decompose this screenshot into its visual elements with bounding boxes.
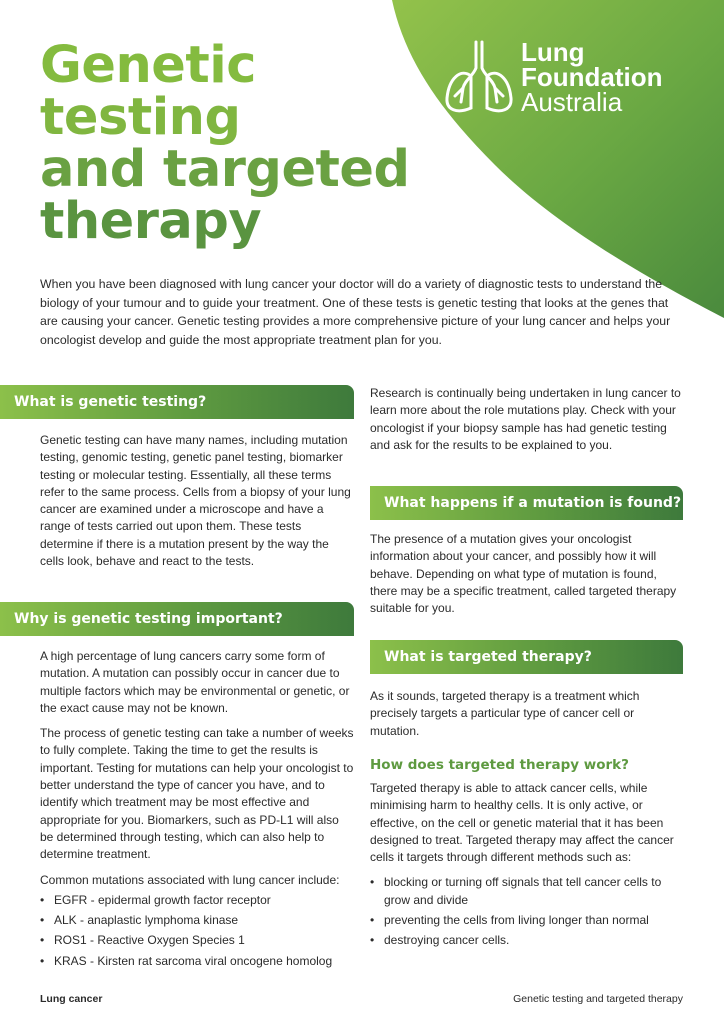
page-title <box>40 36 410 251</box>
logo-wordmark <box>521 37 663 117</box>
mutation-found-body <box>370 531 684 625</box>
how-it-works-paragraph: Targeted therapy is able to attack cancer cells, while minimising harm to healthy cells. It is only active, or effective, on the cell or genetic material that it has been designed to treat. Targeted therapy may affect the cancer cells it targets through different methods such as: <box>370 781 674 865</box>
logo-line-1: Lung <box>521 37 585 67</box>
footer-left-label: Lung cancer <box>40 993 103 1005</box>
heading-what-is-targeted-therapy: What is targeted therapy? <box>370 640 683 674</box>
list-item: • blocking or turning off signals that tell cancer cells to grow and divide <box>370 874 684 909</box>
lungs-tree-icon <box>443 38 515 118</box>
why-important-body <box>40 648 354 973</box>
list-item: • EGFR - epidermal growth factor receptor <box>40 892 354 909</box>
methods-list <box>370 874 684 949</box>
intro-paragraph: When you have been diagnosed with lung cancer your doctor will do a variety of diagnostic tests to understand the biology of your tumour and to guide your treatment. One of these tests is genetic testing that looks at the genes that are causing your cancer. Genetic testing provides a more comprehensive picture of your lung cancer and helps your oncologist develop and guide the most appropriate treatment plan for you. <box>40 277 671 347</box>
subheading-how-targeted-therapy-works: How does targeted therapy work? <box>370 757 629 773</box>
list-item: • ROS1 - Reactive Oxygen Species 1 <box>40 932 354 949</box>
why-important-paragraph-1: A high percentage of lung cancers carry some form of mutation. A mutation can possibly occur in cancer due to multiple factors which may be environmental or genetic, or the exact cause may not be known. <box>40 649 350 715</box>
heading-why-genetic-testing-important: Why is genetic testing important? <box>0 602 354 636</box>
title-line-2: testing <box>40 88 241 147</box>
heading-what-is-genetic-testing: What is genetic testing? <box>0 385 354 419</box>
targeted-therapy-body <box>370 688 684 748</box>
title-line-4: therapy <box>40 192 262 251</box>
footer-right-label: Genetic testing and targeted therapy <box>513 993 683 1005</box>
logo-line-3: Australia <box>521 87 623 117</box>
list-item: • preventing the cells from living longer than normal <box>370 912 684 929</box>
why-important-paragraph-2: The process of genetic testing can take a number of weeks to fully complete. Taking the time to get the results is important. Testing for mutations can help your oncologist to better understand the type of cancer you have, and to identify which treatment may be most effective and appropriate for you. Biomarkers, such as PD-L1 will also be determined through testing, which can also help to determine treatment. <box>40 726 354 862</box>
what-is-genetic-testing-body <box>40 432 354 578</box>
mutation-found-paragraph: The presence of a mutation gives your oncologist information about your cancer, and possibly how it will behave. Depending on what type of mutation is found, there may be a specific treatment, called targeted therapy suitable for you. <box>370 532 677 616</box>
mutations-list <box>40 892 354 970</box>
how-it-works-body <box>370 780 684 953</box>
list-item: • ALK - anaplastic lymphoma kinase <box>40 912 354 929</box>
logo-line-2: Foundation <box>521 62 663 92</box>
lung-foundation-logo <box>443 38 693 118</box>
targeted-therapy-paragraph: As it sounds, targeted therapy is a treatment which precisely targets a particular type of cancer cell or mutation. <box>370 689 640 738</box>
list-item: • KRAS - Kirsten rat sarcoma viral oncogene homolog <box>40 953 354 970</box>
research-paragraph: Research is continually being undertaken in lung cancer to learn more about the role mutations play. Check with your oncologist if your biopsy sample has had genetic testing and ask for the results to be explained to you. <box>370 386 681 452</box>
mutations-intro: Common mutations associated with lung cancer include: <box>40 872 340 887</box>
title-line-3: and targeted <box>40 140 410 199</box>
what-is-paragraph: Genetic testing can have many names, including mutation testing, genomic testing, genetic panel testing, biomarker testing or molecular testing. Essentially, all these terms refer to the same process. Cells from a biopsy of your lung cancer are examined under a microscope and have a range of tests carried out upon them. These tests determine if there is a mutation present by the way the cells look, behave and react to the tests. <box>40 433 351 569</box>
heading-what-happens-if-mutation-found: What happens if a mutation is found? <box>370 486 683 520</box>
research-body <box>370 385 684 462</box>
list-item: • destroying cancer cells. <box>370 932 684 949</box>
title-line-1: Genetic <box>40 36 256 95</box>
